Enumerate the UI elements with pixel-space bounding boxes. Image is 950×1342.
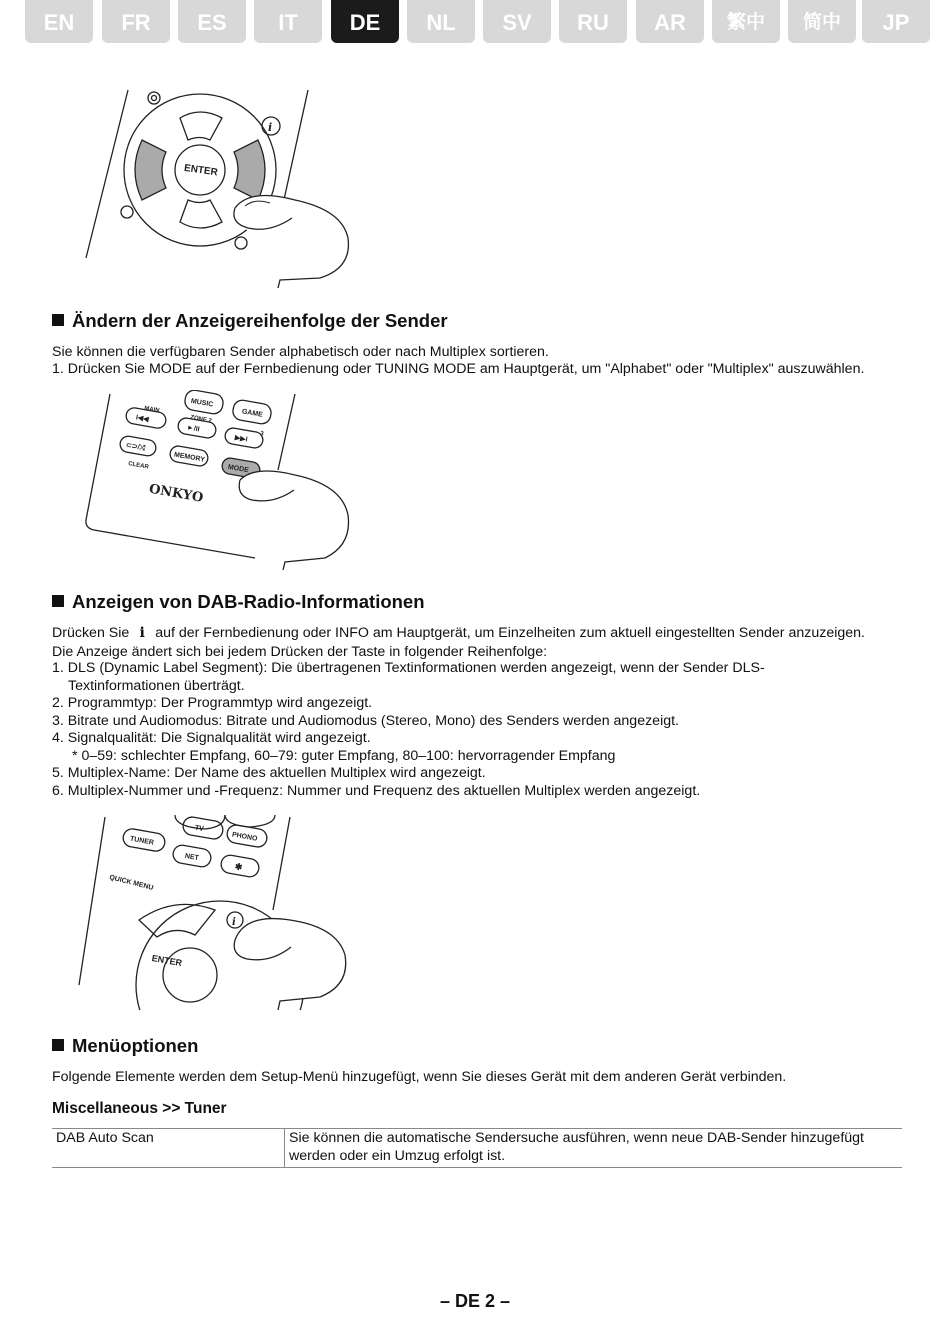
tab-it[interactable]: IT <box>254 0 322 43</box>
svg-text:TUNER: TUNER <box>129 835 155 847</box>
svg-text:⊂⊃/⤭: ⊂⊃/⤭ <box>125 441 146 453</box>
remote-mode-illustration <box>80 390 370 570</box>
tab-sv[interactable]: SV <box>483 0 551 43</box>
svg-text:3: 3 <box>259 431 264 438</box>
tab-zh-hant[interactable]: 繁中 <box>712 0 780 43</box>
svg-text:NET: NET <box>184 852 200 863</box>
bullet-square-icon <box>52 595 64 607</box>
menu-options-text: Folgende Elemente werden dem Setup-Menü hinzugefügt, wenn Sie dieses Gerät mit dem anderen Gerät verbinden. <box>52 1069 787 1085</box>
section-heading-sort-order: Ändern der Anzeigereihenfolge der Sender <box>52 310 448 332</box>
remote-info-illustration <box>75 815 365 1010</box>
sort-step-1: 1. Drücken Sie MODE auf der Fernbedienung oder TUNING MODE am Hauptgerät, um "Alphabet" oder "Multiplex" auszuwählen. <box>52 361 865 377</box>
svg-text:TV: TV <box>194 824 205 834</box>
dab-info-intro: Drücken Sie i auf der Fernbedienung oder INFO am Hauptgerät, um Einzelheiten zum aktuell eingestellten Sender anzuzeigen. <box>52 625 865 641</box>
svg-text:i: i <box>232 917 236 928</box>
tab-fr[interactable]: FR <box>102 0 170 43</box>
svg-text:I◀◀: I◀◀ <box>135 414 150 424</box>
section-heading-menu-options: Menüoptionen <box>52 1035 198 1057</box>
svg-text:i: i <box>268 121 273 134</box>
language-tabs <box>0 0 950 44</box>
svg-text:MEMORY: MEMORY <box>173 451 206 464</box>
list-item: 4. Signalqualität: Die Signalqualität wird angezeigt. <box>52 730 371 746</box>
table-cell-option-name: DAB Auto Scan <box>52 1129 285 1168</box>
tab-ru[interactable]: RU <box>559 0 627 43</box>
table-row <box>52 1129 902 1168</box>
sort-intro-text: Sie können die verfügbaren Sender alphabetisch oder nach Multiplex sortieren. <box>52 344 549 360</box>
menu-path-heading: Miscellaneous >> Tuner <box>52 1100 227 1117</box>
dab-info-order-text: Die Anzeige ändert sich bei jedem Drücken der Taste in folgender Reihenfolge: <box>52 644 548 660</box>
svg-text:MUSIC: MUSIC <box>190 397 214 409</box>
svg-text:MAIN: MAIN <box>143 405 160 415</box>
tab-zh-hans[interactable]: 简中 <box>788 0 856 43</box>
list-item-note: * 0–59: schlechter Empfang, 60–79: guter Empfang, 80–100: hervorragender Empfang <box>72 747 616 764</box>
tab-nl[interactable]: NL <box>407 0 475 43</box>
enter-label: ENTER <box>183 162 219 179</box>
section-heading-dab-info: Anzeigen von DAB-Radio-Informationen <box>52 591 425 613</box>
tab-de[interactable]: DE <box>331 0 399 43</box>
list-item: 1. DLS (Dynamic Label Segment): Die übertragenen Textinformationen werden angezeigt, wenn der Sender DLS- <box>52 660 765 676</box>
svg-text:ZONE 2: ZONE 2 <box>189 414 213 425</box>
svg-text:QUICK MENU: QUICK MENU <box>108 874 154 892</box>
svg-text:✱: ✱ <box>234 861 244 873</box>
svg-text:►/II: ►/II <box>186 424 201 434</box>
list-item: 6. Multiplex-Nummer und -Frequenz: Nummer und Frequenz des aktuellen Multiplex werden angezeigt. <box>52 782 701 799</box>
remote-cursor-illustration <box>80 88 360 288</box>
page-number: – DE 2 – <box>439 1291 511 1311</box>
tab-es[interactable]: ES <box>178 0 246 43</box>
dab-info-list <box>52 660 765 800</box>
list-item: 3. Bitrate und Audiomodus: Bitrate und Audiomodus (Stereo, Mono) des Senders werden angezeigt. <box>52 712 679 729</box>
info-icon: i <box>139 625 145 641</box>
svg-text:▶▶I: ▶▶I <box>234 434 249 444</box>
onkyo-logo: ONKYO <box>147 481 205 506</box>
tab-en[interactable]: EN <box>25 0 93 43</box>
table-cell-option-description: Sie können die automatische Sendersuche ausführen, wenn neue DAB-Sender hinzugefügt werden oder ein Umzug erfolgt ist. <box>285 1129 903 1168</box>
list-item: 5. Multiplex-Name: Der Name des aktuellen Multiplex wird angezeigt. <box>52 765 486 781</box>
bullet-square-icon <box>52 314 64 326</box>
svg-text:PHONO: PHONO <box>231 831 258 843</box>
tab-jp[interactable]: JP <box>862 0 930 43</box>
bullet-square-icon <box>52 1039 64 1051</box>
menu-options-table <box>52 1128 902 1168</box>
svg-text:MODE: MODE <box>227 463 250 475</box>
list-item: Textinformationen überträgt. <box>68 677 245 694</box>
svg-text:CLEAR: CLEAR <box>127 461 150 471</box>
svg-text:ENTER: ENTER <box>151 952 183 969</box>
tab-ar[interactable]: AR <box>636 0 704 43</box>
list-item: 2. Programmtyp: Der Programmtyp wird angezeigt. <box>52 695 373 711</box>
svg-text:GAME: GAME <box>241 408 264 419</box>
